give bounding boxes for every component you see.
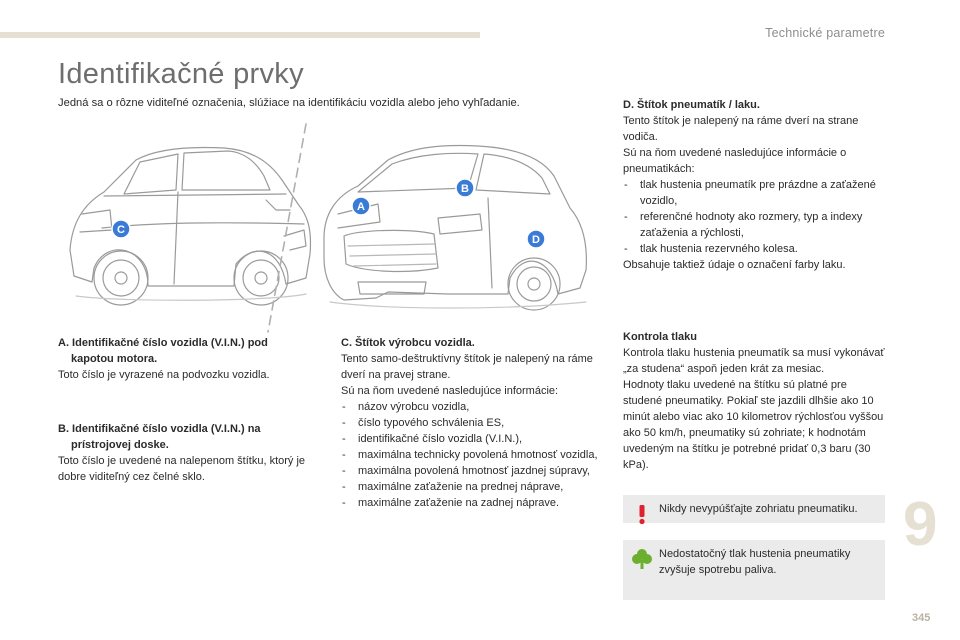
section-d-line2: Sú na ňom uvedené nasledujúce informácie o pneumatikách: bbox=[623, 147, 847, 175]
pressure-title: Kontrola tlaku bbox=[623, 331, 697, 343]
car-front-view bbox=[324, 146, 586, 310]
section-title: Technické parametre bbox=[765, 26, 885, 40]
section-c-line2: Sú na ňom uvedené nasledujúce informácie: bbox=[341, 385, 559, 397]
warning-text: Nikdy nevypúšťajte zohriatu pneumatiku. bbox=[659, 503, 858, 515]
section-a bbox=[58, 335, 306, 383]
section-c-list bbox=[341, 399, 603, 511]
section-a-text: Toto číslo je vyrazené na podvozku vozidla. bbox=[58, 369, 270, 381]
section-d-line1: Tento štítok je nalepený na ráme dverí na strane vodiča. bbox=[623, 115, 859, 143]
header-accent-bar bbox=[0, 32, 480, 38]
section-c-line1: Tento samo-deštruktívny štítok je nalepený na ráme dverí na pravej strane. bbox=[341, 353, 593, 381]
warning-callout bbox=[623, 495, 885, 523]
tree-icon bbox=[631, 548, 653, 570]
section-b bbox=[58, 421, 306, 485]
section-c bbox=[341, 335, 603, 511]
page-number: 345 bbox=[912, 612, 931, 624]
section-d-list bbox=[623, 177, 885, 257]
marker-b-label: B bbox=[461, 183, 469, 195]
page-title: Identifikačné prvky bbox=[58, 58, 304, 90]
section-d-line3: Obsahuje taktiež údaje o označení farby laku. bbox=[623, 259, 846, 271]
list-item: - číslo typového schválenia ES, bbox=[341, 415, 603, 431]
section-d-title: D. Štítok pneumatík / laku. bbox=[623, 99, 760, 111]
marker-b bbox=[456, 179, 474, 197]
list-item: - maximálne zaťaženie na prednej náprave, bbox=[341, 479, 603, 495]
list-item: - referenčné hodnoty ako rozmery, typ a indexy zaťaženia a rýchlosti, bbox=[623, 209, 885, 241]
marker-d-label: D bbox=[532, 234, 540, 246]
car-side-view bbox=[70, 148, 311, 306]
eco-callout bbox=[623, 540, 885, 600]
section-c-title: C. Štítok výrobcu vozidla. bbox=[341, 337, 475, 349]
list-item: - tlak hustenia rezervného kolesa. bbox=[623, 241, 885, 257]
marker-c bbox=[112, 220, 130, 238]
section-d bbox=[623, 97, 885, 273]
vehicle-illustration bbox=[58, 118, 598, 340]
section-b-title: B. Identifikačné číslo vozidla (V.I.N.) na prístrojovej doske. bbox=[58, 423, 261, 451]
list-item: - maximálna technicky povolená hmotnosť vozidla, bbox=[341, 447, 603, 463]
marker-c-label: C bbox=[117, 224, 125, 236]
pressure-paragraph-1: Kontrola tlaku hustenia pneumatík sa musí vykonávať „za studena“ aspoň jeden krát za mesiac. bbox=[623, 347, 885, 375]
marker-a-label: A bbox=[357, 201, 365, 213]
section-b-text: Toto číslo je uvedené na nalepenom štítku, ktorý je dobre viditeľný cez čelné sklo. bbox=[58, 455, 306, 483]
marker-a bbox=[352, 197, 370, 215]
chapter-number: 9 bbox=[903, 490, 938, 559]
section-a-title: A. Identifikačné číslo vozidla (V.I.N.) pod kapotou motora. bbox=[58, 337, 268, 365]
list-item: - maximálna povolená hmotnosť jazdnej súpravy, bbox=[341, 463, 603, 479]
eco-text: Nedostatočný tlak hustenia pneumatiky zvyšuje spotrebu paliva. bbox=[659, 548, 851, 576]
pressure-paragraph-2: Hodnoty tlaku uvedené na štítku sú platné pre studené pneumatiky. Pokiaľ ste jazdili dlhšie ako 10 minút alebo viac ako 10 kilometrov rýchlosťou vyššou ako 50 km/h, pneumatiky sú zohriate; k hodnotám uvedeným na štítku je potrebné pridať 0,3 baru (30 kPa). bbox=[623, 379, 884, 471]
intro-text: Jedná sa o rôzne viditeľné označenia, slúžiace na identifikáciu vozidla alebo jeho vyhľadanie. bbox=[58, 97, 520, 109]
list-item: - názov výrobcu vozidla, bbox=[341, 399, 603, 415]
pressure-section bbox=[623, 329, 885, 473]
list-item: - tlak hustenia pneumatík pre prázdne a zaťažené vozidlo, bbox=[623, 177, 885, 209]
list-item: - maximálne zaťaženie na zadnej náprave. bbox=[341, 495, 603, 511]
list-item: - identifikačné číslo vozidla (V.I.N.), bbox=[341, 431, 603, 447]
exclamation-icon bbox=[631, 503, 653, 525]
marker-d bbox=[527, 230, 545, 248]
